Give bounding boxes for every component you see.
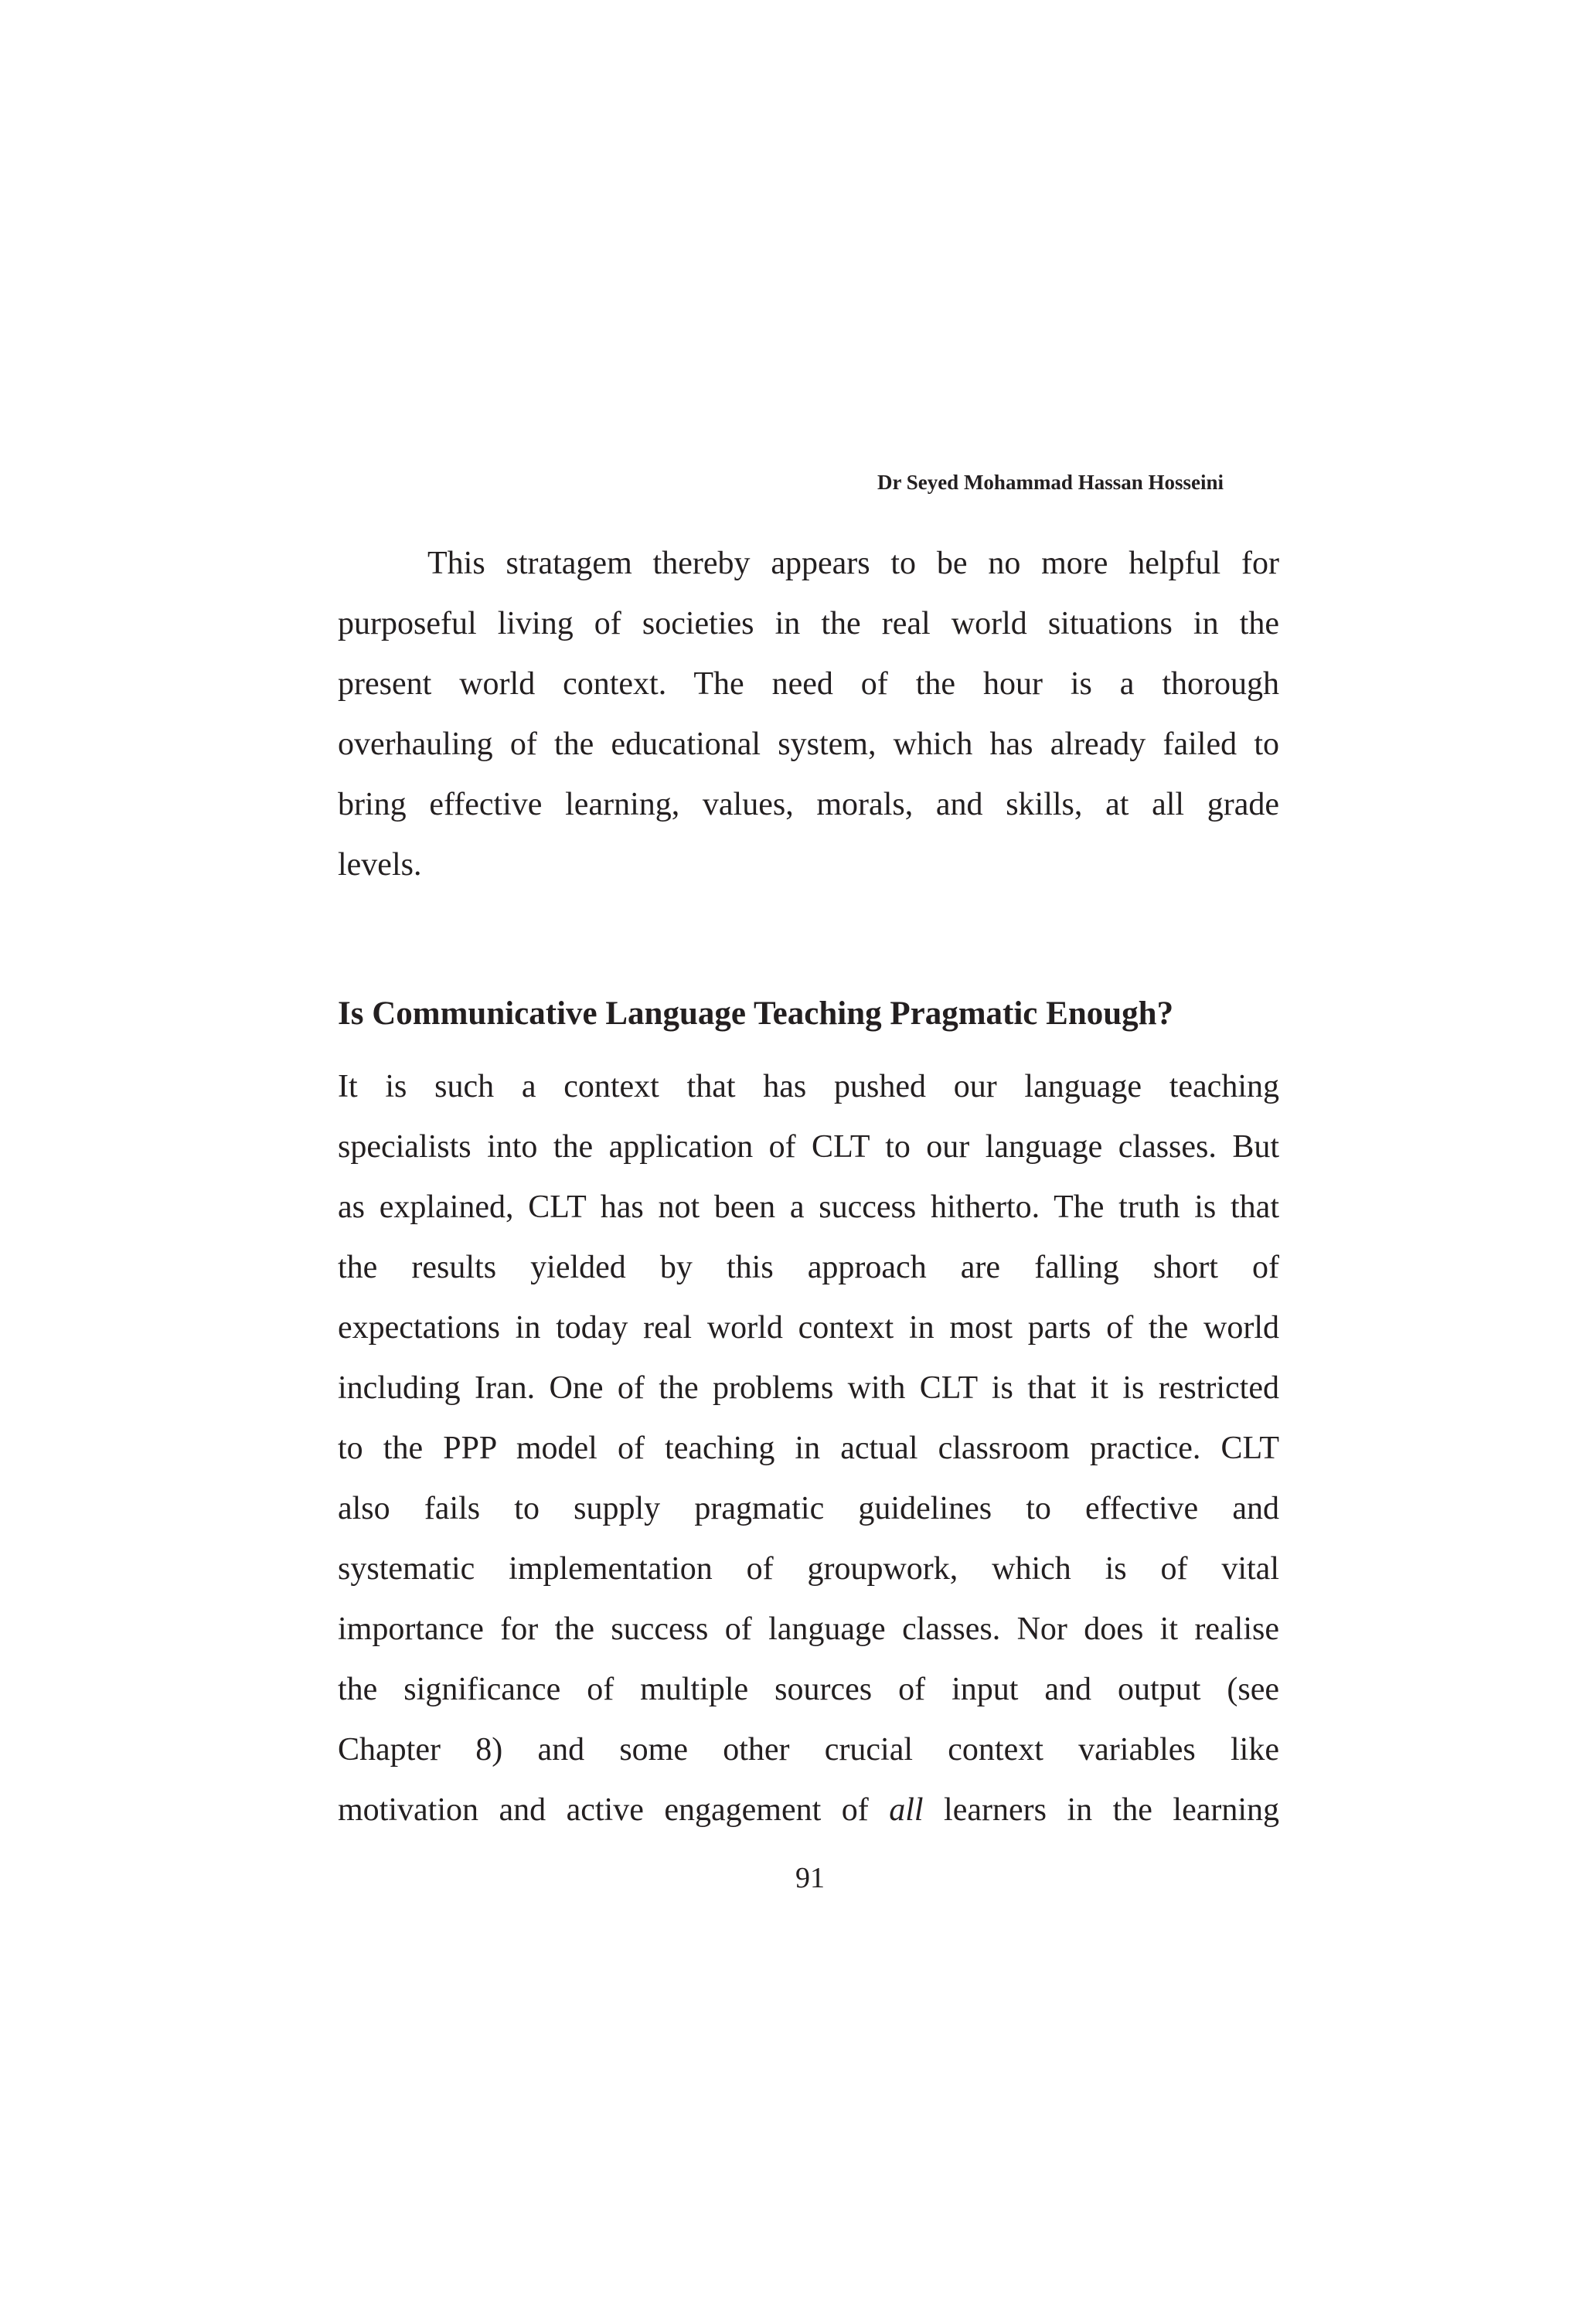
text-line: levels. bbox=[338, 847, 422, 883]
paragraph-1 bbox=[338, 533, 1279, 895]
text-line: specialists into the application of CLT to our language classes. But bbox=[338, 1129, 1279, 1165]
running-header: Dr Seyed Mohammad Hassan Hosseini bbox=[877, 471, 1224, 494]
text-line: the results yielded by this approach are falling short of bbox=[338, 1250, 1279, 1285]
text-line: including Iran. One of the problems with CLT is that it is restricted bbox=[338, 1370, 1279, 1406]
text-run: learners in the learning bbox=[923, 1792, 1280, 1828]
text-line: importance for the success of language classes. Nor does it realise bbox=[338, 1611, 1279, 1647]
text-line: systematic implementation of groupwork, which is of vital bbox=[338, 1551, 1279, 1587]
text-line: bring effective learning, values, morals, and skills, at all grade bbox=[338, 787, 1279, 822]
section-heading: Is Communicative Language Teaching Pragmatic Enough? bbox=[338, 995, 1174, 1032]
text-line: also fails to supply pragmatic guidelines to effective and bbox=[338, 1491, 1279, 1526]
page-number: 91 bbox=[795, 1862, 825, 1894]
text-line: as explained, CLT has not been a success hitherto. The truth is that bbox=[338, 1189, 1279, 1225]
text-line: expectations in today real world context in most parts of the world bbox=[338, 1310, 1279, 1346]
text-line: It is such a context that has pushed our language teaching bbox=[338, 1069, 1279, 1104]
text-line bbox=[338, 1780, 1279, 1840]
text-line: present world context. The need of the hour is a thorough bbox=[338, 666, 1279, 702]
text-line: This stratagem thereby appears to be no more helpful for bbox=[427, 546, 1279, 581]
text-line: purposeful living of societies in the real world situations in the bbox=[338, 606, 1279, 641]
text-line: Chapter 8) and some other crucial context variables like bbox=[338, 1732, 1279, 1768]
text-line: overhauling of the educational system, which has already failed to bbox=[338, 726, 1279, 762]
text-run: motivation and active engagement of bbox=[338, 1792, 890, 1828]
emphasis-text: all bbox=[889, 1792, 924, 1828]
text-line: the significance of multiple sources of input and output (see bbox=[338, 1672, 1279, 1707]
text-line: to the PPP model of teaching in actual classroom practice. CLT bbox=[338, 1431, 1279, 1466]
paragraph-2 bbox=[338, 1057, 1279, 1840]
